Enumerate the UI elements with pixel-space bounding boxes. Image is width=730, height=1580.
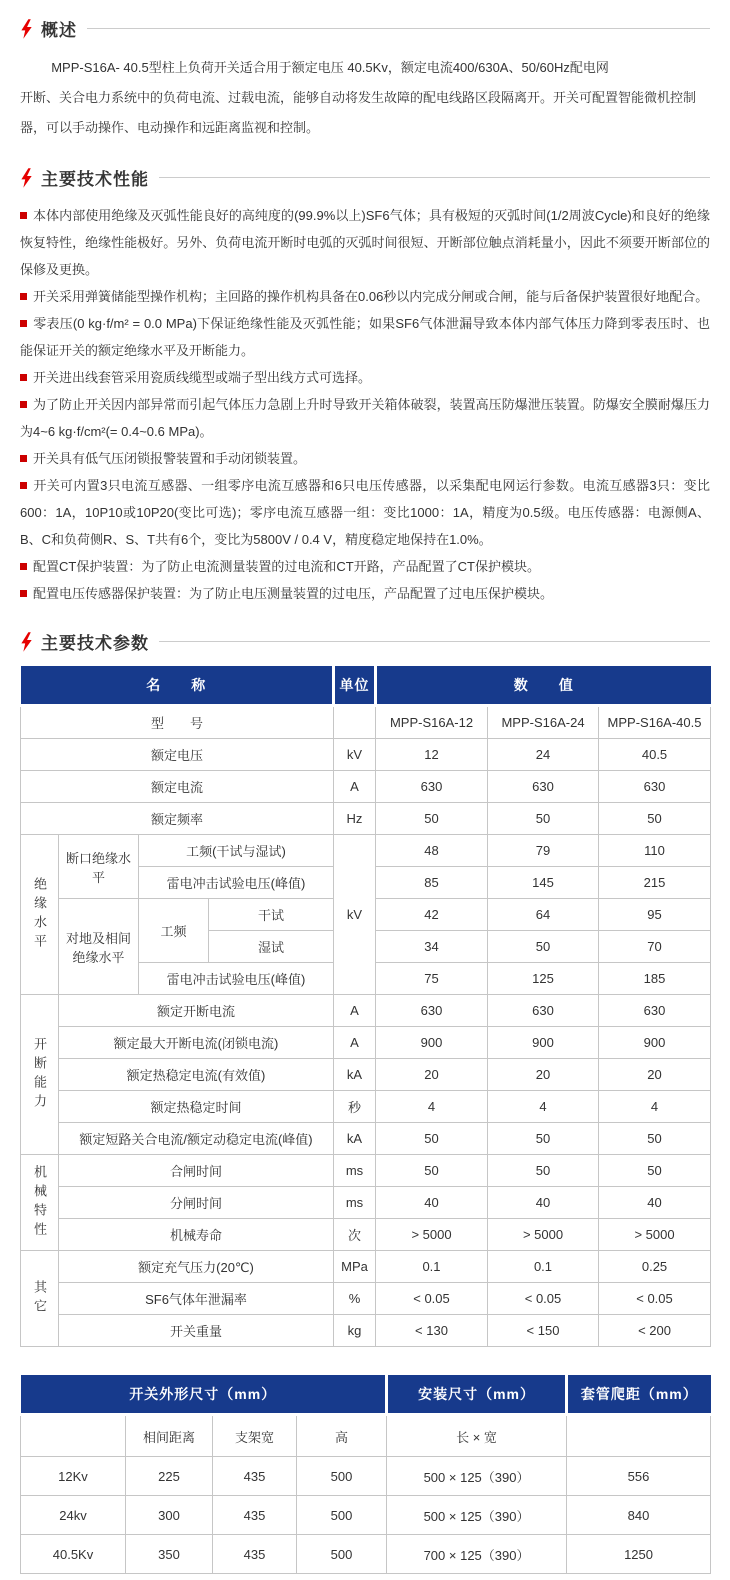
- table-cell: 50: [599, 1155, 711, 1187]
- table-row: [21, 1496, 711, 1535]
- table-cell: 48: [376, 835, 488, 867]
- table-cell: 300: [126, 1496, 213, 1535]
- table-cell: 对地及相间绝缘水平: [59, 899, 139, 995]
- column-header-cell: 数 值: [376, 666, 711, 706]
- table-cell: 900: [376, 1027, 488, 1059]
- table-cell: 50: [376, 1123, 488, 1155]
- section-title-parameters: 主要技术参数: [41, 634, 149, 653]
- table-cell: 分闸时间: [59, 1187, 334, 1219]
- table-cell: kV: [334, 835, 376, 995]
- table-cell: 工频: [139, 899, 209, 963]
- feature-bullet: [20, 391, 710, 445]
- table-cell: 75: [376, 963, 488, 995]
- table-cell: 435: [213, 1457, 297, 1496]
- table-cell: 开关重量: [59, 1315, 334, 1347]
- table-cell: 额定频率: [21, 803, 334, 835]
- table-cell: > 5000: [376, 1219, 488, 1251]
- table-cell: 秒: [334, 1091, 376, 1123]
- table-cell: 长 × 宽: [387, 1415, 567, 1457]
- table-cell: 4: [488, 1091, 599, 1123]
- column-header-cell: 名 称: [21, 666, 334, 706]
- feature-bullet: [20, 580, 710, 607]
- table-cell: 次: [334, 1219, 376, 1251]
- table-cell: 435: [213, 1496, 297, 1535]
- section-divider-line: [159, 641, 710, 642]
- table-cell: 70: [599, 931, 711, 963]
- table-cell: 500: [297, 1535, 387, 1574]
- table-cell: 350: [126, 1535, 213, 1574]
- table-cell: > 5000: [599, 1219, 711, 1251]
- table-cell: 85: [376, 867, 488, 899]
- table-row: [21, 1187, 711, 1219]
- table-row: [21, 1283, 711, 1315]
- table-cell: < 200: [599, 1315, 711, 1347]
- column-header-cell: 单位: [334, 666, 376, 706]
- table-cell: 42: [376, 899, 488, 931]
- table-row: [21, 1155, 711, 1187]
- table-cell: 50: [488, 803, 599, 835]
- table-cell: A: [334, 1027, 376, 1059]
- dimensions-table: [20, 1375, 711, 1574]
- table-cell: < 150: [488, 1315, 599, 1347]
- table-cell: 额定电压: [21, 739, 334, 771]
- column-header-cell: 安装尺寸（mm）: [387, 1375, 567, 1415]
- group-insulation-level: 绝缘水平: [21, 835, 59, 995]
- table-cell: [21, 1415, 126, 1457]
- table-row: [21, 995, 711, 1027]
- table-cell: 额定充气压力(20℃): [59, 1251, 334, 1283]
- bullet-text: 开关进出线套管采用瓷质线缆型或端子型出线方式可选择。: [33, 370, 372, 385]
- table-row: [21, 1535, 711, 1574]
- table-cell: 型 号: [21, 706, 334, 739]
- table-cell: 630: [488, 995, 599, 1027]
- table-cell: MPP-S16A-24: [488, 706, 599, 739]
- table-cell: 630: [599, 995, 711, 1027]
- column-header-cell: 套管爬距（mm）: [567, 1375, 711, 1415]
- bullet-square-icon: [20, 320, 27, 327]
- group-other: 其它: [21, 1251, 59, 1347]
- table-cell: 556: [567, 1457, 711, 1496]
- table-row: [21, 1415, 711, 1457]
- table-cell: 630: [488, 771, 599, 803]
- table-cell: 500 × 125（390）: [387, 1457, 567, 1496]
- table-cell: 干试: [209, 899, 334, 931]
- table-cell: 40: [488, 1187, 599, 1219]
- table-cell: 4: [376, 1091, 488, 1123]
- table-cell: 500 × 125（390）: [387, 1496, 567, 1535]
- table-cell: ms: [334, 1155, 376, 1187]
- bullet-square-icon: [20, 455, 27, 462]
- table-cell: kV: [334, 739, 376, 771]
- table-cell: 4: [599, 1091, 711, 1123]
- table-cell: > 5000: [488, 1219, 599, 1251]
- table-cell: kg: [334, 1315, 376, 1347]
- table-cell: 225: [126, 1457, 213, 1496]
- table-cell: 24: [488, 739, 599, 771]
- table-cell: 79: [488, 835, 599, 867]
- table-cell: 50: [488, 1155, 599, 1187]
- table-cell: 额定短路关合电流/额定动稳定电流(峰值): [59, 1123, 334, 1155]
- table-cell: 215: [599, 867, 711, 899]
- bullet-text: 配置CT保护装置：为了防止电流测量装置的过电流和CT开路，产品配置了CT保护模块。: [33, 559, 540, 574]
- table-cell: 630: [599, 771, 711, 803]
- table-cell: 50: [488, 931, 599, 963]
- table-row: [21, 1315, 711, 1347]
- section-title-overview: 概述: [41, 21, 77, 40]
- table-cell: 0.1: [376, 1251, 488, 1283]
- table-cell: 0.25: [599, 1251, 711, 1283]
- lightning-icon: [20, 19, 33, 39]
- table-cell: Hz: [334, 803, 376, 835]
- table-cell: 20: [488, 1059, 599, 1091]
- table-cell: %: [334, 1283, 376, 1315]
- table-cell: 相间距离: [126, 1415, 213, 1457]
- feature-bullet: [20, 310, 710, 364]
- table-cell: 雷电冲击试验电压(峰值): [139, 963, 334, 995]
- table-cell: < 0.05: [599, 1283, 711, 1315]
- table-cell: 高: [297, 1415, 387, 1457]
- table-cell: 145: [488, 867, 599, 899]
- table-row: [21, 706, 711, 739]
- bullet-text: 本体内部使用绝缘及灭弧性能良好的高纯度的(99.9%以上)SF6气体；具有极短的灭弧时间(1/2周波Cycle)和良好的绝缘恢复特性，绝缘性能极好。另外、负荷电流开断时电弧的灭弧时间很短、开断部位触点消耗量小，因此不须要开断部位的保修及更换。: [20, 208, 710, 277]
- bullet-square-icon: [20, 590, 27, 597]
- feature-bullet: [20, 283, 710, 310]
- table-cell: A: [334, 995, 376, 1027]
- section-divider-line: [87, 28, 710, 29]
- bullet-square-icon: [20, 563, 27, 570]
- table-cell: 12: [376, 739, 488, 771]
- bullet-text: 配置电压传感器保护装置：为了防止电压测量装置的过电压，产品配置了过电压保护模块。: [33, 586, 554, 601]
- bullet-square-icon: [20, 374, 27, 381]
- table-cell: 50: [488, 1123, 599, 1155]
- bullet-text: 开关具有低气压闭锁报警装置和手动闭锁装置。: [33, 451, 307, 466]
- section-header-parameters: [20, 629, 710, 654]
- feature-bullet: [20, 553, 710, 580]
- table-row: [21, 1457, 711, 1496]
- feature-bullet: [20, 445, 710, 472]
- section-header-overview: [20, 16, 710, 41]
- lightning-icon: [20, 168, 33, 188]
- table-cell: 700 × 125（390）: [387, 1535, 567, 1574]
- table-cell: 110: [599, 835, 711, 867]
- table-cell: 雷电冲击试验电压(峰值): [139, 867, 334, 899]
- table-cell: 50: [376, 803, 488, 835]
- main-parameters-table: [20, 666, 711, 1347]
- table-cell: MPP-S16A-40.5: [599, 706, 711, 739]
- table-cell: 额定热稳定时间: [59, 1091, 334, 1123]
- table-cell: 95: [599, 899, 711, 931]
- table-cell: 0.1: [488, 1251, 599, 1283]
- table-cell: 40.5Kv: [21, 1535, 126, 1574]
- table-cell: [567, 1415, 711, 1457]
- table-cell: < 0.05: [488, 1283, 599, 1315]
- bullet-square-icon: [20, 401, 27, 408]
- feature-bullet: [20, 364, 710, 391]
- table-cell: 64: [488, 899, 599, 931]
- table-cell: 12Kv: [21, 1457, 126, 1496]
- table-cell: 合闸时间: [59, 1155, 334, 1187]
- table-cell: 630: [376, 995, 488, 1027]
- table-row: [21, 835, 711, 867]
- table-cell: kA: [334, 1123, 376, 1155]
- performance-bullet-list: [20, 202, 710, 607]
- table-cell: 20: [376, 1059, 488, 1091]
- table-cell: 40: [376, 1187, 488, 1219]
- table-cell: 机械寿命: [59, 1219, 334, 1251]
- table-cell: 额定开断电流: [59, 995, 334, 1027]
- table-cell: 额定最大开断电流(闭锁电流): [59, 1027, 334, 1059]
- table-row: [21, 1219, 711, 1251]
- table-cell: 50: [599, 1123, 711, 1155]
- table-cell: < 130: [376, 1315, 488, 1347]
- table-cell: 20: [599, 1059, 711, 1091]
- group-mechanical: 机械特性: [21, 1155, 59, 1251]
- table-cell: A: [334, 771, 376, 803]
- table-cell: MPP-S16A-12: [376, 706, 488, 739]
- table-cell: [334, 706, 376, 739]
- table-cell: 500: [297, 1496, 387, 1535]
- table-cell: 50: [376, 1155, 488, 1187]
- bullet-square-icon: [20, 212, 27, 219]
- table-cell: kA: [334, 1059, 376, 1091]
- table-cell: SF6气体年泄漏率: [59, 1283, 334, 1315]
- table-row: [21, 1091, 711, 1123]
- section-divider-line: [159, 177, 710, 178]
- table-cell: 125: [488, 963, 599, 995]
- table-row: [21, 771, 711, 803]
- table-cell: 435: [213, 1535, 297, 1574]
- table-cell: 34: [376, 931, 488, 963]
- table-cell: 500: [297, 1457, 387, 1496]
- bullet-text: 开关采用弹簧储能型操作机构；主回路的操作机构具备在0.06秒以内完成分闸或合闸，能与后备保护装置很好地配合。: [33, 289, 709, 304]
- group-breaking-capacity: 开断能力: [21, 995, 59, 1155]
- table-cell: 630: [376, 771, 488, 803]
- table-cell: 断口绝缘水平: [59, 835, 139, 899]
- table-cell: 24kv: [21, 1496, 126, 1535]
- section-title-performance: 主要技术性能: [41, 170, 149, 189]
- table-row: [21, 739, 711, 771]
- table-cell: ms: [334, 1187, 376, 1219]
- table-cell: 840: [567, 1496, 711, 1535]
- overview-paragraph: [20, 53, 710, 143]
- table-cell: < 0.05: [376, 1283, 488, 1315]
- table-row: [21, 1059, 711, 1091]
- table-cell: 湿试: [209, 931, 334, 963]
- column-header-cell: 开关外形尺寸（mm）: [21, 1375, 387, 1415]
- table-cell: 900: [488, 1027, 599, 1059]
- bullet-square-icon: [20, 482, 27, 489]
- table-cell: 185: [599, 963, 711, 995]
- table-cell: 额定电流: [21, 771, 334, 803]
- overview-paragraph-line1: MPP-S16A- 40.5型柱上负荷开关适合用于额定电压 40.5Kv，额定电流400/630A、50/60Hz配电网: [51, 60, 609, 75]
- table-cell: MPa: [334, 1251, 376, 1283]
- bullet-text: 为了防止开关因内部异常而引起气体压力急剧上升时导致开关箱体破裂，装置高压防爆泄压装置。防爆安全膜耐爆压力为4~6 kg·f/cm²(= 0.4~0.6 MPa)。: [20, 397, 710, 439]
- bullet-square-icon: [20, 293, 27, 300]
- section-header-performance: [20, 165, 710, 190]
- table-cell: 40.5: [599, 739, 711, 771]
- table-cell: 工频(干试与湿试): [139, 835, 334, 867]
- table-cell: 支架宽: [213, 1415, 297, 1457]
- feature-bullet: [20, 202, 710, 283]
- table-cell: 50: [599, 803, 711, 835]
- bullet-text: 开关可内置3只电流互感器、一组零序电流互感器和6只电压传感器，以采集配电网运行参数。电流互感器3只：变比600：1A，10P10或10P20(变比可选)；零序电流互感器一组：变比1000：1A，精度为0.5级。电压传感器：电源侧A、B、C和负荷侧R、S、T共有6个，变比为5800V / 0.4 V，精度稳定地保持在1.0%。: [20, 478, 710, 547]
- overview-paragraph-rest: 开断、关合电力系统中的负荷电流、过载电流，能够自动将发生故障的配电线路区段隔离开。开关可配置智能微机控制器，可以手动操作、电动操作和远距离监视和控制。: [20, 90, 697, 135]
- table-row: [21, 1251, 711, 1283]
- table-cell: 额定热稳定电流(有效值): [59, 1059, 334, 1091]
- table-row: [21, 1027, 711, 1059]
- table-cell: 40: [599, 1187, 711, 1219]
- table-cell: 900: [599, 1027, 711, 1059]
- table-row: [21, 803, 711, 835]
- table-cell: 1250: [567, 1535, 711, 1574]
- bullet-text: 零表压(0 kg·f/m² = 0.0 MPa)下保证绝缘性能及灭弧性能；如果SF6气体泄漏导致本体内部气体压力降到零表压时、也能保证开关的额定绝缘水平及开断能力。: [20, 316, 710, 358]
- lightning-icon: [20, 632, 33, 652]
- feature-bullet: [20, 472, 710, 553]
- table-row: [21, 1123, 711, 1155]
